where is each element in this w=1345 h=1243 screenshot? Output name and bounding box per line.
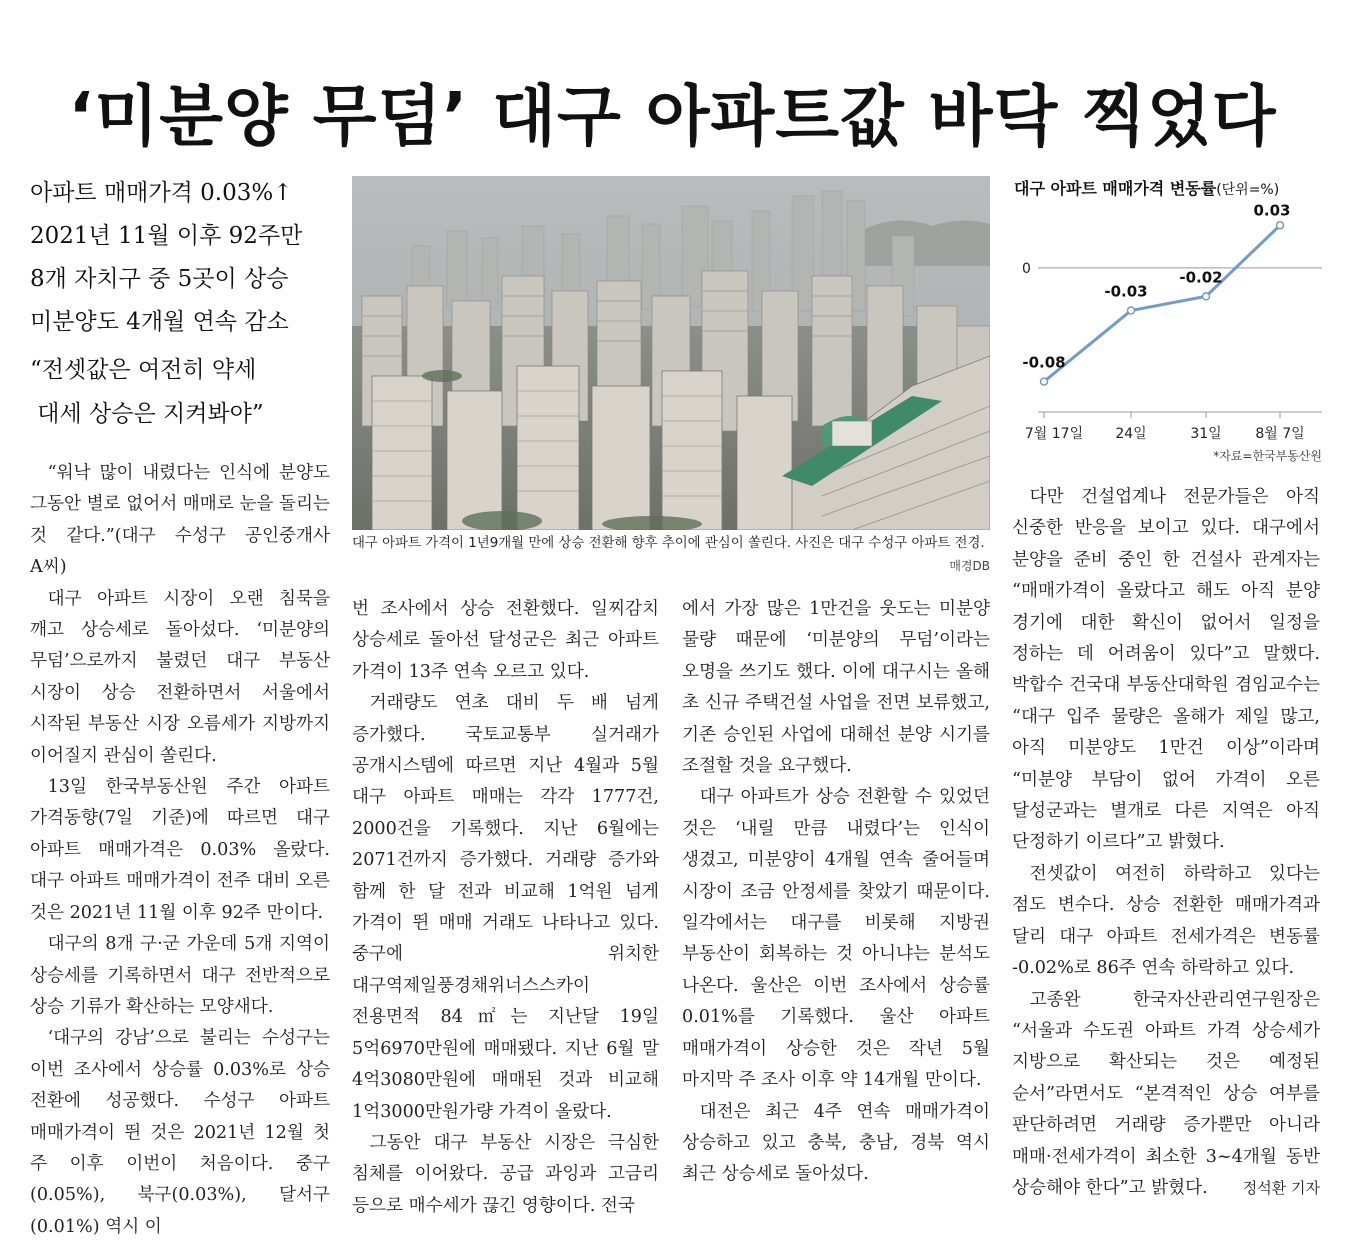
- x-tick-label: 8월 7일: [1255, 426, 1305, 442]
- data-point: [1041, 378, 1048, 385]
- photo-caption: [352, 533, 990, 573]
- article-column-4: [1012, 482, 1320, 1204]
- byline: 정석환 기자: [1242, 1178, 1320, 1197]
- photo-caption-text: 대구 아파트 가격이 1년9개월 만에 상승 전환해 향후 추이에 관심이 쏠린다. 사진은 대구 수성구 아파트 전경.: [352, 536, 985, 551]
- data-label: -0.08: [1022, 353, 1066, 372]
- subheadline: 8개 자치구 중 5곳이 상승: [30, 266, 289, 292]
- price-change-line-chart: [1012, 196, 1330, 446]
- article-paragraph: 에서 가장 많은 1만건을 웃도는 미분양 물량 때문에 ‘미분양의 무덤’이라는 오명을 쓰기도 했다. 이에 대구시는 올해 초 신규 주택건설 사업을 전면 보류했고, 기존 승인된 사업에 대해선 분양 시기를 조절할 것을 요구했다.: [682, 599, 990, 777]
- article-paragraph: 다만 건설업계나 전문가들은 아직 신중한 반응을 보이고 있다. 대구에서 분양을 준비 중인 한 건설사 관계자는 “매매가격이 올랐다고 해도 아직 분양 경기에 대한 확신이 없어서 일정을 정하는 데 어려움이 있다”고 말했다. 박합수 건국대 부동산대학원 겸임교수는 “대구 입주 물량은 올해가 제일 많고, 아직 미분양도 1만건 이상”이라며 “미분양 부담이 없어 가격이 오른 달성군과는 별개로 다른 지역은 아직 단정하기 이르다”고 밝혔다.: [1012, 487, 1320, 853]
- article-paragraph: 번 조사에서 상승 전환했다. 일찌감치 상승세로 돌아선 달성군은 최근 아파트 가격이 13주 연속 오르고 있다.: [352, 599, 659, 682]
- data-label: 0.03: [1253, 201, 1291, 220]
- x-tick-label: 31일: [1190, 426, 1222, 442]
- zero-axis-label: 0: [1022, 260, 1031, 277]
- series-line: [1044, 225, 1280, 381]
- data-point: [1277, 222, 1284, 229]
- article-paragraph: 대구 아파트가 상승 전환할 수 있었던 것은 ‘내릴 만큼 내렸다’는 인식이 생겼고, 미분양이 4개월 연속 줄어들며 시장이 조금 안정세를 찾았기 때문이다. 일각에서는 대구를 비롯해 지방권 부동산이 회복하는 것 아니냐는 분석도 나온다. 울산은 이번 조사에서 상승률 0.01%를 기록했다. 울산 아파트 매매가격이 상승한 것은 작년 5월 마지막 주 조사 이후 약 14개월 만이다.: [682, 787, 990, 1091]
- article-column-3: [682, 594, 990, 1191]
- chart-title-text: 대구 아파트 매매가격 변동률: [1014, 179, 1217, 198]
- apartment-skyline-photo: [352, 176, 990, 530]
- data-point: [1203, 293, 1210, 300]
- data-label: -0.02: [1179, 268, 1223, 287]
- subheadline: 2021년 11월 이후 92주만: [30, 223, 303, 249]
- article-paragraph: 대전은 최근 4주 연속 매매가격이 상승하고 있고 충북, 충남, 경북 역시 최근 상승세로 돌아섰다.: [682, 1101, 990, 1185]
- article-paragraph: 대구의 8개 구·군 가운데 5개 지역이 상승세를 기록하면서 대구 전반적으로 상승 기류가 확산하는 모양새다.: [30, 934, 330, 1017]
- article-paragraph: “워낙 많이 내렸다는 인식에 분양도 그동안 별로 없어서 매매로 눈을 돌리는 것 같다.”(대구 수성구 공인중개사 A씨): [30, 463, 330, 578]
- photo-credit: 매경DB: [949, 559, 990, 573]
- article-column-2: [352, 594, 659, 1222]
- article-paragraph: 그동안 대구 부동산 시장은 극심한 침체를 이어왔다. 공급 과잉과 고금리 등으로 매수세가 끊긴 영향이다. 전국: [352, 1132, 659, 1216]
- article-paragraph: ‘대구의 강남’으로 불리는 수성구는 이번 조사에서 상승률 0.03%로 상승 전환에 성공했다. 수성구 아파트 매매가격이 뛴 것은 2021년 12월 첫 주 이후 이번이 처음이다. 중구(0.05%), 북구(0.03%), 달서구(0.01%) 역시 이: [30, 1028, 330, 1237]
- article-paragraph: 대구 아파트 시장이 오랜 침묵을 깨고 상승세로 돌아섰다. ‘미분양의 무덤’으로까지 불렸던 대구 부동산 시장이 상승 전환하면서 서울에서 시작된 부동산 시장 오름세가 지방까지 이어질지 관심이 쏠린다.: [30, 588, 330, 766]
- subheadline: 미분양도 4개월 연속 감소: [30, 309, 289, 335]
- data-label: -0.03: [1104, 282, 1148, 301]
- pull-quote-line: “전셋값은 여전히 약세: [30, 357, 257, 383]
- x-tick-label: 24일: [1115, 426, 1147, 442]
- headline: ‘미분양 무덤’ 대구 아파트값 바닥 찍었다: [68, 78, 1277, 156]
- article-paragraph: 거래량도 연초 대비 두 배 넘게 증가했다. 국토교통부 실거래가 공개시스템에 따르면 지난 4월과 5월 대구 아파트 매매는 각각 1777건, 2000건을 기록했다. 지난 6월에는 2071건까지 증가했다. 거래량 증가와 함께 한 달 전과 비교해 1억원 넘게 가격이 뛴 매매 거래도 나타나고 있다. 중구에 위치한 대구역제일풍경채위너스스카이 전용면적 84㎡는 지난달 19일 5억6970만원에 매매됐다. 지난 6월 말 4억3080만원에 매매된 것과 비교해 1억3000만원가량 가격이 올랐다.: [352, 693, 659, 1122]
- chart-source: *자료=한국부동산원: [1213, 449, 1322, 463]
- article-paragraph: 13일 한국부동산원 주간 아파트 가격동향(7일 기준)에 따르면 대구 아파트 매매가격은 0.03% 올랐다. 대구 아파트 매매가격이 전주 대비 오른 것은 2021년 11월 이후 92주 만이다.: [30, 777, 330, 923]
- subheadline-block: [30, 172, 340, 344]
- article-paragraph: [1012, 985, 1320, 1205]
- subheadline: 아파트 매매가격 0.03%↑: [30, 180, 293, 206]
- pull-quote: [30, 348, 340, 436]
- data-point: [1128, 307, 1135, 314]
- pull-quote-line: 대세 상승은 지켜봐야”: [30, 401, 264, 427]
- article-paragraph-text: 고종완 한국자산관리연구원장은 “서울과 수도권 아파트 가격 상승세가 지방으로 확산되는 것은 예정된 순서”라면서도 “본격적인 상승 여부를 판단하려면 거래량 증가뿐만 아니라 매매·전세가격이 최소한 3~4개월 동반 상승해야 한다”고 밝혔다.: [1012, 989, 1320, 1198]
- x-tick-label: 7월 17일: [1024, 426, 1084, 442]
- article-paragraph: 전셋값이 여전히 하락하고 있다는 점도 변수다. 상승 전환한 매매가격과 달리 대구 아파트 전세가격은 변동률 -0.02%로 86주 연속 하락하고 있다.: [1012, 863, 1320, 979]
- chart-unit: (단위=%): [1216, 182, 1280, 198]
- article-column-1: [30, 458, 330, 1243]
